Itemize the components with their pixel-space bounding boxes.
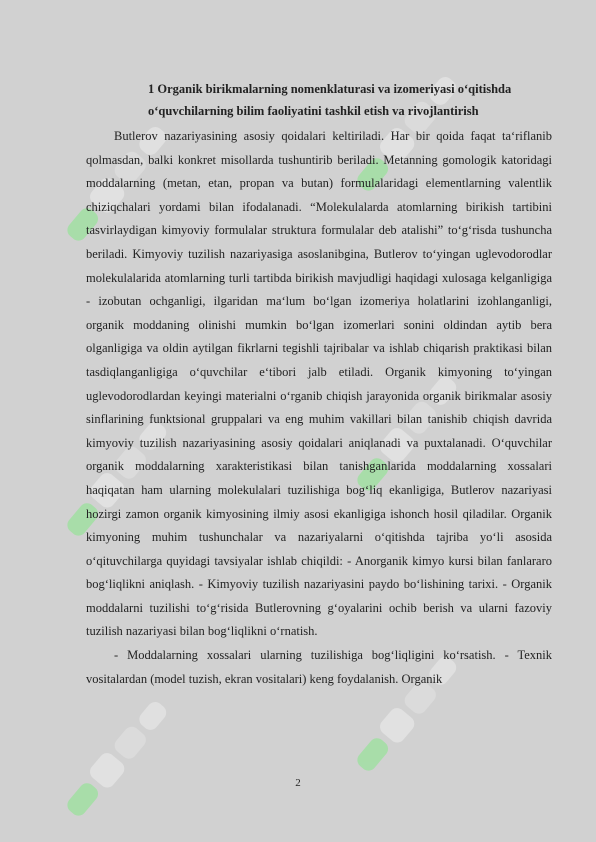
paragraph: Butlerov nazariyasining asosiy qoidalari keltiriladi. Har bir qoida faqat ta‘riflanib qolmasdan, balki konkret misollarda tushuntirib beriladi. Metanning gomologik katoridagi moddalarning (metan, etan, propan va butan) formulalaridagi elementlarning valentlik chiziqchalari yordami bilan ifodalanadi. “Molekulalarda atomlarning birikish tartibini tasvirlaydigan kimyoviy formulalar struktura formulalar deb atalishi” to‘g‘risda tushuncha beriladi. Kimyoviy tuzilish nazariyasiga asoslanibgina, Butlerov to‘yingan uglevodorodlar molekulalarida atomlarning turli tartibda birikish mavjudligi haqidagi xulosaga kelganligiga - izobutan ochganligi, ilgaridan ma‘lum bo‘lgan izomeriya holatlarini izohlanganligi, organik moddaning olinishi mumkin bo‘lgan izomerlari sonini oldindan aytib bera olganligiga va oldin aytilgan fikrlarni tegishli tajribalar va ishlab chiqarish praktikasi bilan tasdiqlanganligiga o‘quvchilar e‘tibori jalb etiladi. Organik kimyoning to‘yingan uglevodorodlardan keyingi materialni o‘rganib chiqish jarayonida organik birikmalar asosiy sinflarining funktsional gruppalari va eng muhim vakillari bilan tanishib chiqish davrida kimyoviy tuzilish nazariyasining asosiy qoidalari aniqlanadi va puxtalanadi. O‘quvchilar organik moddalarning xarakteristikasi bilan tanishganlarida moddalarning xossalari haqiqatan ham ularning molekulalari tuzilishiga bog‘liq ekanligiga, Butlerov nazariyasi hozirgi zamon organik kimyosining ilmiy asosi ekanligiga ishonch hosil qiladilar. Organik kimyoning muhim tushunchalar va nazariyalarni o‘qitishda tajriba yo‘li asosida o‘qituvchilarga quyidagi tavsiyalar ishlab chiqildi: - Anorganik kimyo kursi bilan fanlararo bog‘liqlikni aniqlash. - Kimyoviy tuzilish nazariyasini paydo bo‘lishining tarixi. - Organik moddalarni tuzilishi to‘g‘risida Butlerovning g‘oyalarini ochib berish va ularni fazoviy tuzilish nazariyasi bilan bog‘liqlikni o‘rnatish. [86, 129, 552, 639]
heading-line-1: 1 Organik birikmalarning nomenklaturasi va izomeriyasi o‘qitishda [148, 82, 512, 96]
paragraph: - Moddalarning xossalari ularning tuzilishiga bog‘liqligini ko‘rsatish. - Texnik vositalardan (model tuzish, ekran vositalari) keng foydalanish. Organik [86, 648, 552, 686]
heading-line-2: o‘quvchilarning bilim faoliyatini tashkil etish va rivojlantirish [148, 104, 479, 118]
watermark-mark [56, 685, 183, 826]
page-number: 2 [295, 777, 301, 789]
section-heading [86, 78, 546, 122]
body-text [86, 125, 552, 691]
